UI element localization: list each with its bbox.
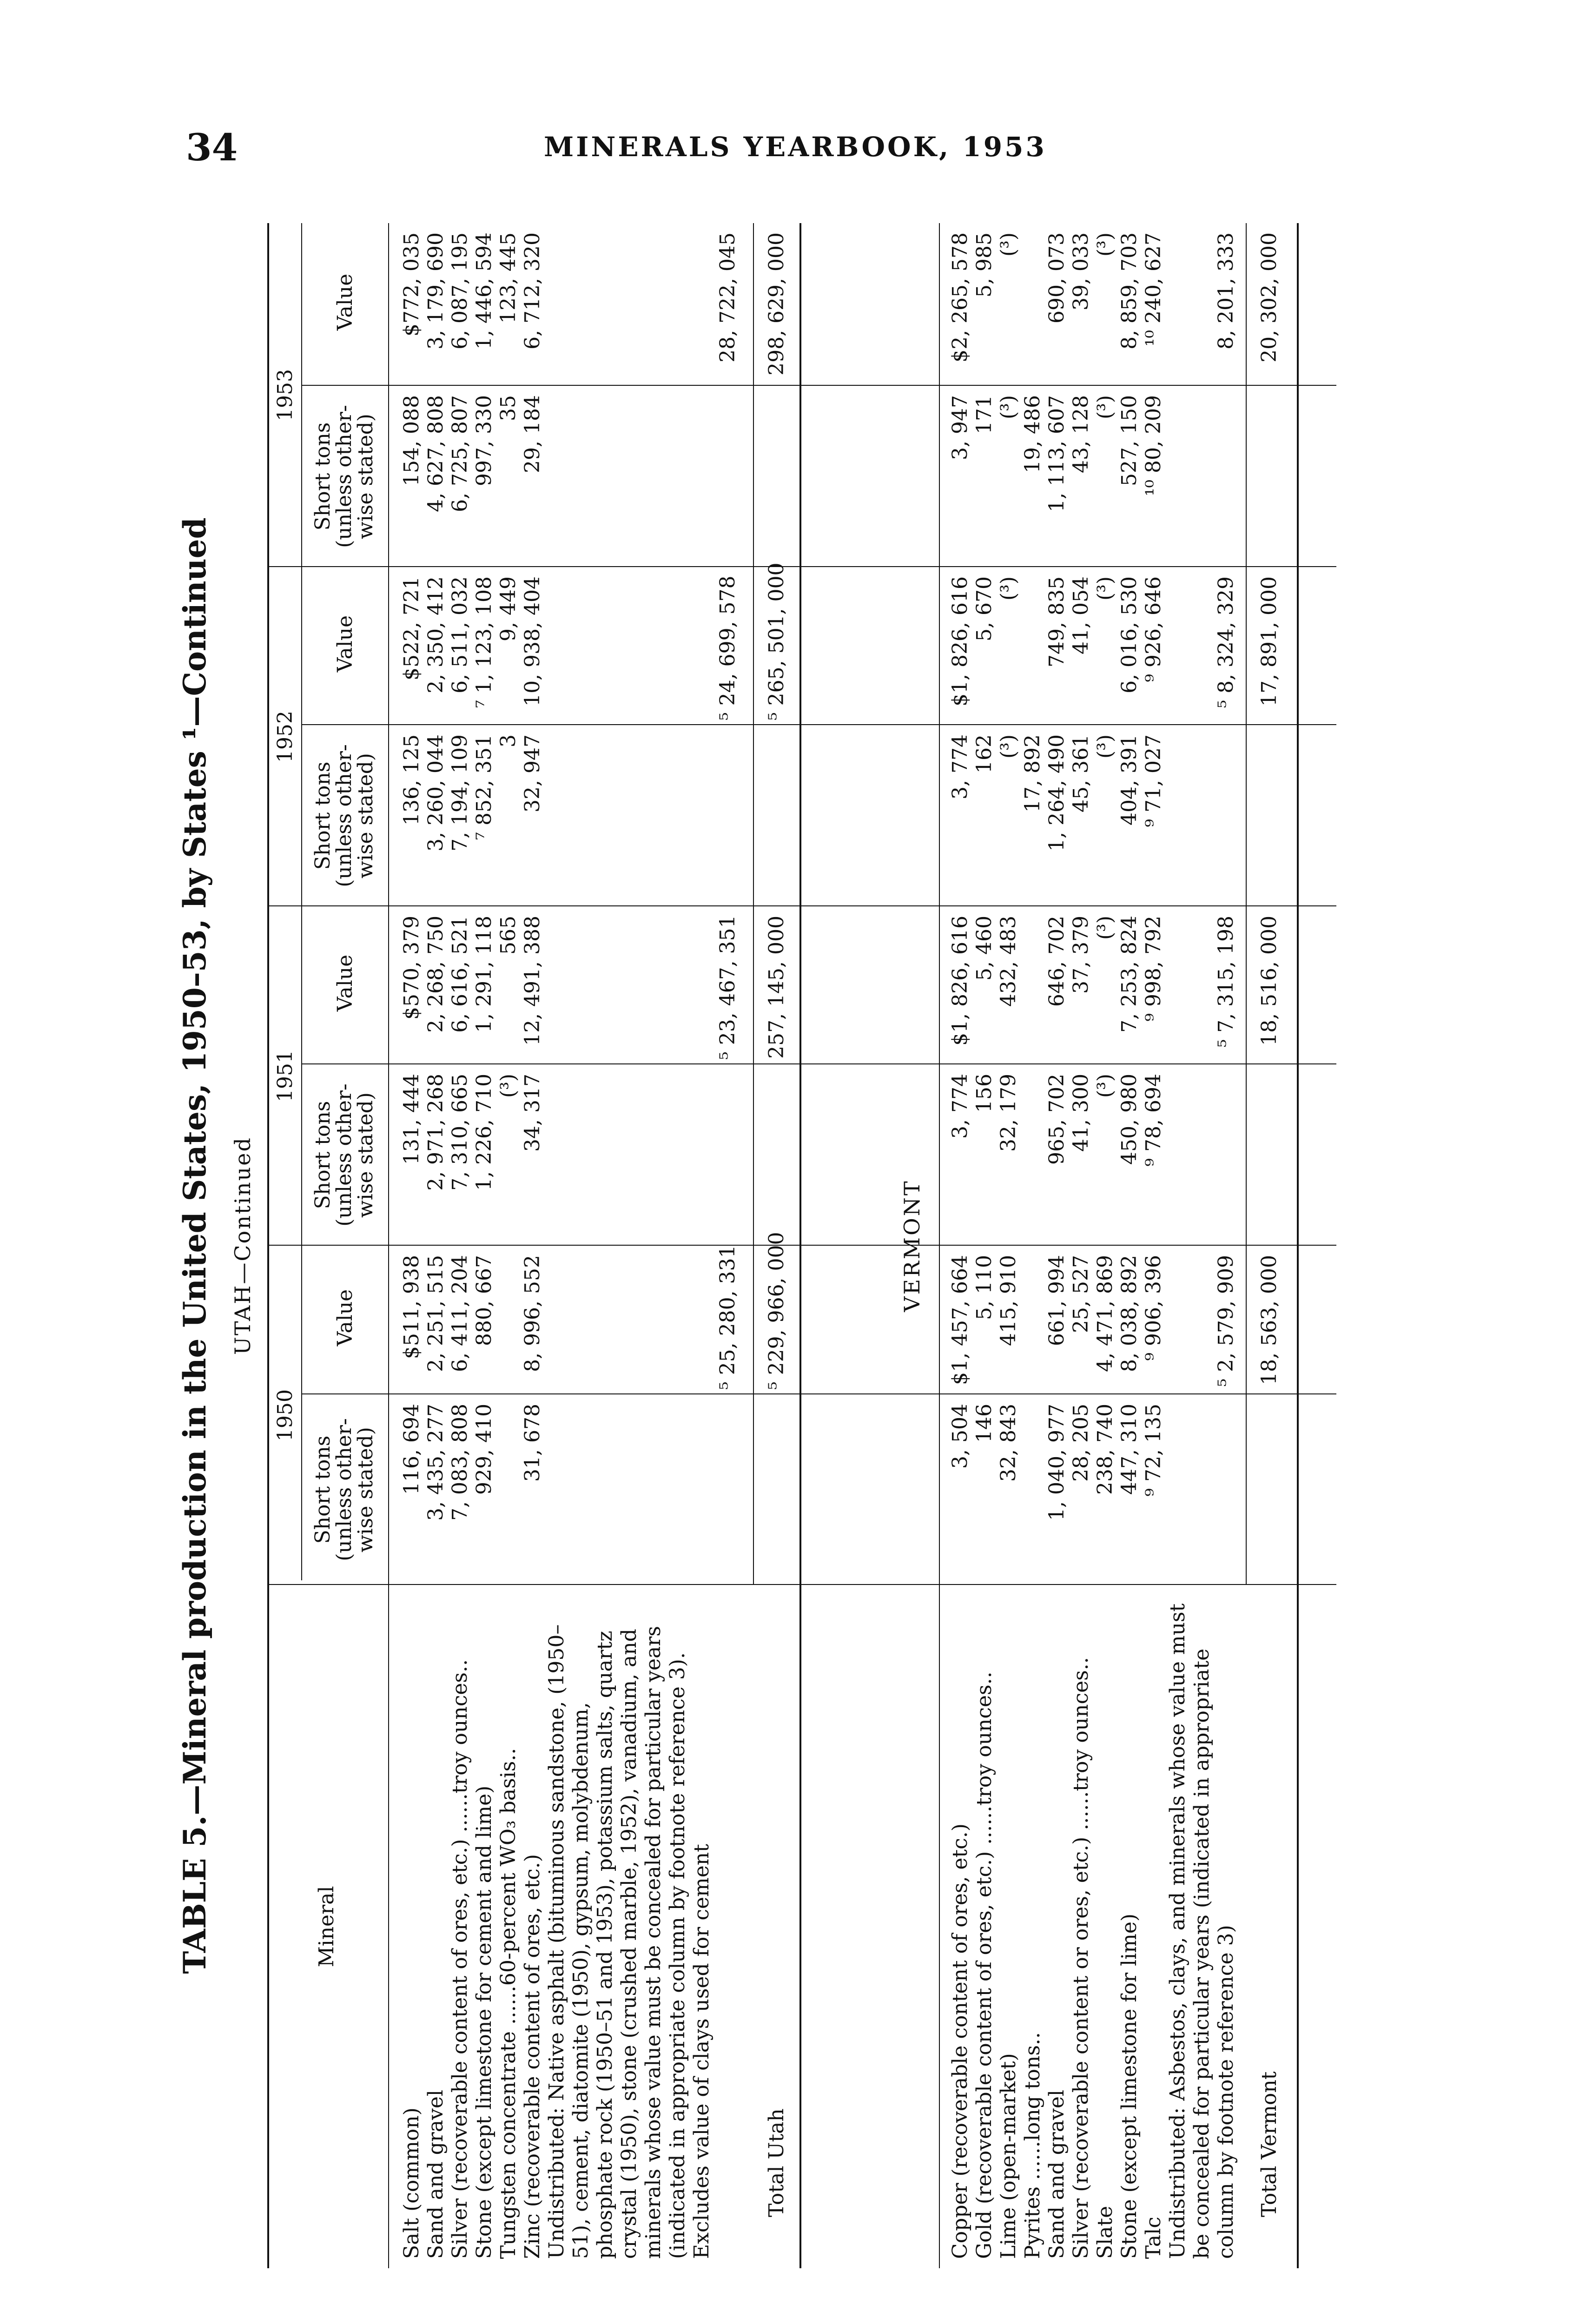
vermont-row-talc-1952-qty: ⁹ 71, 027 [1142, 734, 1165, 827]
header-year-1953: 1953 [273, 369, 297, 421]
utah-row-sand-gravel-1952-value: 2, 350, 412 [424, 576, 448, 693]
utah-row-stone-1952-value: ⁷ 1, 123, 108 [472, 576, 496, 708]
vermont-row-sand-gravel-1950-qty: 1, 040, 977 [1045, 1404, 1069, 1521]
vermont-row-stone-1951-value: 7, 253, 824 [1117, 916, 1141, 1033]
utah-row-zinc-1952-value: 10, 938, 404 [521, 576, 544, 706]
utah-row-zinc-1953-value: 6, 712, 320 [521, 232, 544, 350]
vermont-total-label: Total Vermont [1257, 2071, 1281, 2217]
utah-total-1953-value: 298, 629, 000 [765, 232, 788, 376]
vermont-row-gold-1952-qty: 162 [972, 734, 996, 773]
utah-row-sand-gravel-1953-qty: 4, 627, 808 [424, 395, 448, 512]
utah-row-salt-1951-qty: 131, 444 [400, 1074, 423, 1165]
rotated-table [177, 223, 1348, 2268]
col-sep-1952 [301, 724, 1336, 725]
vermont-row-gold-1950-qty: 146 [972, 1404, 996, 1443]
vermont-row-lime-1951-qty: 32, 179 [997, 1074, 1020, 1152]
utah-total-1950-value: ⁵ 229, 966, 000 [765, 1232, 788, 1390]
rule-top [267, 223, 269, 2268]
utah-row-zinc-1950-qty: 31, 678 [521, 1404, 544, 1482]
vermont-total-1952-value: 17, 891, 000 [1257, 576, 1281, 706]
vermont-row-slate-mineral: Slate [1093, 2205, 1117, 2259]
header-value-1952: Value [333, 615, 357, 673]
vermont-row-stone-mineral: Stone (except limestone for lime) [1117, 1913, 1141, 2259]
utah-row-salt-1952-qty: 136, 125 [400, 734, 423, 825]
vermont-row-silver-1952-value: 41, 054 [1069, 576, 1093, 654]
utah-total-1951-value: 257, 145, 000 [765, 916, 788, 1059]
utah-row-sand-gravel-1950-value: 2, 251, 515 [424, 1255, 448, 1372]
vermont-row-undistributed-1952-value: ⁵ 8, 324, 329 [1214, 576, 1238, 708]
utah-row-salt-1950-value: $511, 938 [400, 1255, 423, 1359]
vermont-row-talc-1953-value: ¹⁰ 240, 627 [1142, 232, 1165, 347]
vermont-row-sand-gravel-1951-qty: 965, 702 [1045, 1074, 1069, 1165]
utah-total-rule [753, 223, 754, 1585]
utah-row-undistributed-1952-value: ⁵ 24, 699, 578 [716, 575, 740, 720]
utah-row-tungsten-1953-value: 123, 445 [496, 232, 520, 324]
utah-row-stone-1953-qty: 997, 330 [472, 395, 496, 486]
vermont-row-stone-1953-qty: 527, 150 [1117, 395, 1141, 486]
vermont-row-undistributed-1951-value: ⁵ 7, 315, 198 [1214, 916, 1238, 1048]
vermont-row-copper-1952-qty: 3, 774 [948, 734, 972, 799]
vermont-row-silver-1952-qty: 45, 361 [1069, 734, 1093, 812]
utah-row-stone-1953-value: 1, 446, 594 [472, 232, 496, 350]
vermont-row-slate-1952-qty: (³) [1093, 734, 1117, 759]
vermont-row-lime-1953-qty: (³) [997, 395, 1020, 419]
utah-row-stone-1950-value: 880, 667 [472, 1255, 496, 1346]
utah-row-sand-gravel-1950-qty: 3, 435, 277 [424, 1404, 448, 1521]
vermont-row-talc-mineral: Talc [1142, 2217, 1165, 2259]
header-value-1950: Value [333, 1289, 357, 1347]
vermont-row-gold-1951-value: 5, 460 [972, 916, 996, 981]
vermont-row-sand-gravel-1952-value: 749, 835 [1045, 576, 1069, 667]
vermont-total-1950-value: 18, 563, 000 [1257, 1255, 1281, 1385]
rule-bottom [1297, 223, 1299, 2268]
utah-row-stone-1951-value: 1, 291, 118 [472, 916, 496, 1033]
col-sep-mineral [267, 1584, 1336, 1585]
vermont-row-lime-1950-qty: 32, 843 [997, 1404, 1020, 1482]
vermont-row-silver-1951-value: 37, 379 [1069, 916, 1093, 994]
header-mineral: Mineral [315, 1886, 338, 1967]
utah-row-tungsten-1952-value: 9, 449 [496, 576, 520, 641]
vermont-row-slate-1951-value: (³) [1093, 916, 1117, 940]
vermont-row-copper-1953-value: $2, 265, 578 [948, 232, 972, 363]
utah-row-undistributed-mineral: Undistributed: Native asphalt (bituminous sandstone, (1950–51), cement, diatomite (1950), gypsum, molybdenum, phosphate rock (1950–51 and 1953), potassium salts, quartz crystal (1950), stone (crushed marble, 1952), vanadium, and minerals whose value must be concealed for particular years (indicated in appropriate column by footnote reference 3). Excludes value of clays used for cement [545, 1624, 714, 2259]
col-sep-1952-1953 [267, 566, 1336, 567]
utah-row-silver-1951-qty: 7, 310, 665 [448, 1074, 472, 1191]
vermont-row-sand-gravel-1952-qty: 1, 264, 490 [1045, 734, 1069, 852]
vermont-row-stone-1951-qty: 450, 980 [1117, 1074, 1141, 1165]
vermont-row-copper-1952-value: $1, 826, 616 [948, 576, 972, 706]
header-year-1950: 1950 [273, 1389, 297, 1441]
vermont-row-talc-1951-value: ⁹ 998, 792 [1142, 916, 1165, 1022]
vermont-row-sand-gravel-1950-value: 661, 994 [1045, 1255, 1069, 1346]
utah-row-salt-mineral: Salt (common) [400, 2107, 423, 2259]
vermont-row-copper-1953-qty: 3, 947 [948, 395, 972, 460]
col-sep-1950-1951 [267, 1245, 1336, 1246]
vermont-row-silver-1951-qty: 41, 300 [1069, 1074, 1093, 1152]
col-sep-1951 [301, 1063, 1336, 1064]
vermont-row-talc-1950-value: ⁹ 906, 396 [1142, 1255, 1165, 1361]
utah-row-silver-1953-qty: 6, 725, 807 [448, 395, 472, 512]
vermont-row-pyrites-1952-qty: 17, 892 [1021, 734, 1044, 812]
vermont-row-lime-1953-value: (³) [997, 232, 1020, 257]
utah-row-silver-1953-value: 6, 087, 195 [448, 232, 472, 350]
utah-row-silver-1952-value: 6, 511, 032 [448, 576, 472, 693]
vermont-row-talc-1951-qty: ⁹ 78, 694 [1142, 1074, 1165, 1167]
vermont-row-stone-1950-value: 8, 038, 892 [1117, 1255, 1141, 1372]
utah-row-tungsten-1951-qty: (³) [496, 1074, 520, 1098]
utah-row-zinc-1952-qty: 32, 947 [521, 734, 544, 812]
vermont-row-lime-1952-value: (³) [997, 576, 1020, 601]
utah-row-silver-1951-value: 6, 616, 521 [448, 916, 472, 1033]
utah-row-silver-1952-qty: 7, 194, 109 [448, 734, 472, 852]
utah-row-stone-mineral: Stone (except limestone for cement and lime) [472, 1785, 496, 2259]
vermont-row-stone-1950-qty: 447, 310 [1117, 1404, 1141, 1495]
vermont-row-slate-1951-qty: (³) [1093, 1074, 1117, 1098]
section-heading-vermont: VERMONT [899, 1179, 925, 1312]
vermont-row-copper-1950-value: $1, 457, 664 [948, 1255, 972, 1385]
rule-vermont-start [939, 223, 940, 2268]
utah-row-salt-1952-value: $522, 721 [400, 576, 423, 680]
table-title: TABLE 5.—Mineral production in the United States, 1950–53, by States ¹—Continued [177, 517, 213, 1974]
rule-years [301, 223, 302, 1580]
utah-total-label: Total Utah [765, 2108, 788, 2217]
utah-row-salt-1951-value: $570, 379 [400, 916, 423, 1020]
utah-row-undistributed-1951-value: ⁵ 23, 467, 351 [716, 915, 740, 1060]
vermont-row-undistributed-1950-value: ⁵ 2, 579, 909 [1214, 1255, 1238, 1387]
page-number: 34 [186, 125, 238, 169]
header-qty-1951: Short tons (unless other- wise stated) [311, 1083, 377, 1227]
vermont-row-lime-1951-value: 432, 483 [997, 916, 1020, 1007]
running-head: MINERALS YEARBOOK, 1953 [544, 131, 1047, 163]
vermont-row-stone-1952-qty: 404, 391 [1117, 734, 1141, 825]
header-value-1951: Value [333, 954, 357, 1012]
vermont-row-silver-1953-qty: 43, 128 [1069, 395, 1093, 473]
utah-row-zinc-1951-value: 12, 491, 388 [521, 916, 544, 1046]
section-heading-utah: UTAH—Continued [230, 1136, 255, 1355]
vermont-total-rule [1246, 223, 1247, 1585]
utah-row-tungsten-1953-qty: 35 [496, 395, 520, 421]
vermont-row-stone-1953-value: 8, 859, 703 [1117, 232, 1141, 350]
utah-row-stone-1950-qty: 929, 410 [472, 1404, 496, 1495]
utah-row-sand-gravel-1951-value: 2, 268, 750 [424, 916, 448, 1033]
vermont-row-slate-1953-value: (³) [1093, 232, 1117, 257]
vermont-row-silver-1950-qty: 28, 205 [1069, 1404, 1093, 1482]
vermont-row-copper-1950-qty: 3, 504 [948, 1404, 972, 1469]
utah-row-sand-gravel-1953-value: 3, 179, 690 [424, 232, 448, 350]
utah-row-undistributed-1953-value: 28, 722, 045 [716, 232, 740, 363]
header-year-1952: 1952 [273, 711, 297, 763]
header-value-1953: Value [333, 273, 357, 331]
utah-row-sand-gravel-1951-qty: 2, 971, 268 [424, 1074, 448, 1191]
utah-row-sand-gravel-mineral: Sand and gravel [424, 2090, 448, 2259]
col-sep-1951-1952 [267, 905, 1336, 906]
header-qty-1952: Short tons (unless other- wise stated) [311, 744, 377, 887]
vermont-row-sand-gravel-mineral: Sand and gravel [1045, 2090, 1069, 2259]
col-sep-1950 [301, 1393, 1336, 1394]
vermont-row-slate-1950-value: 4, 471, 869 [1093, 1255, 1117, 1372]
utah-row-salt-1950-qty: 116, 694 [400, 1404, 423, 1495]
vermont-row-pyrites-mineral: Pyrites ......long tons.. [1021, 2032, 1044, 2259]
vermont-row-undistributed-mineral: Undistributed: Asbestos, clays, and minerals whose value must be concealed for particular years (indicated in appropriate column by footnote reference 3) [1166, 1603, 1238, 2259]
utah-row-tungsten-1951-value: 565 [496, 916, 520, 955]
utah-row-sand-gravel-1952-qty: 3, 260, 044 [424, 734, 448, 852]
vermont-row-gold-mineral: Gold (recoverable content of ores, etc.) ......troy ounces.. [972, 1671, 996, 2259]
utah-row-silver-1950-value: 6, 411, 204 [448, 1255, 472, 1372]
vermont-row-gold-1951-qty: 156 [972, 1074, 996, 1113]
rule-utah-end [799, 223, 801, 2268]
utah-row-salt-1953-qty: 154, 088 [400, 395, 423, 486]
vermont-row-lime-1952-qty: (³) [997, 734, 1020, 759]
col-sep-1953 [301, 385, 1336, 386]
header-qty-1950: Short tons (unless other- wise stated) [311, 1418, 377, 1561]
vermont-row-gold-1953-qty: 171 [972, 395, 996, 434]
utah-total-1952-value: ⁵ 265, 501, 000 [765, 562, 788, 720]
vermont-row-gold-1952-value: 5, 670 [972, 576, 996, 641]
header-qty-1953: Short tons (unless other- wise stated) [311, 405, 377, 548]
vermont-row-sand-gravel-1953-qty: 1, 113, 607 [1045, 395, 1069, 512]
vermont-row-undistributed-1953-value: 8, 201, 333 [1214, 232, 1238, 350]
rule-header-bottom [388, 223, 389, 2268]
utah-row-zinc-1953-qty: 29, 184 [521, 395, 544, 473]
utah-row-zinc-mineral: Zinc (recoverable content of ores, etc.) [521, 1854, 544, 2259]
vermont-row-gold-1953-value: 5, 985 [972, 232, 996, 297]
vermont-row-slate-1953-qty: (³) [1093, 395, 1117, 419]
vermont-row-copper-1951-qty: 3, 774 [948, 1074, 972, 1139]
vermont-row-talc-1950-qty: ⁹ 72, 135 [1142, 1404, 1165, 1497]
vermont-row-silver-1953-value: 39, 033 [1069, 232, 1093, 310]
vermont-total-1951-value: 18, 516, 000 [1257, 916, 1281, 1046]
vermont-row-sand-gravel-1951-value: 646, 702 [1045, 916, 1069, 1007]
vermont-row-pyrites-1953-qty: 19, 486 [1021, 395, 1044, 473]
vermont-row-copper-1951-value: $1, 826, 616 [948, 916, 972, 1046]
utah-row-stone-1952-qty: ⁷ 852, 351 [472, 734, 496, 840]
utah-row-tungsten-1952-qty: 3 [496, 734, 520, 747]
vermont-row-lime-1950-value: 415, 910 [997, 1255, 1020, 1346]
utah-row-zinc-1950-value: 8, 996, 552 [521, 1255, 544, 1372]
vermont-row-slate-1952-value: (³) [1093, 576, 1117, 601]
utah-row-salt-1953-value: $772, 035 [400, 232, 423, 337]
header-year-1951: 1951 [273, 1050, 297, 1102]
vermont-row-stone-1952-value: 6, 016, 530 [1117, 576, 1141, 693]
vermont-row-silver-1950-value: 25, 527 [1069, 1255, 1093, 1333]
utah-row-tungsten-mineral: Tungsten concentrate ......60-percent WO₃ basis.. [496, 1748, 520, 2259]
utah-row-stone-1951-qty: 1, 226, 710 [472, 1074, 496, 1191]
vermont-total-1953-value: 20, 302, 000 [1257, 232, 1281, 363]
vermont-row-silver-mineral: Silver (recoverable content or ores, etc.) ......troy ounces.. [1069, 1657, 1093, 2259]
utah-row-silver-1950-qty: 7, 083, 808 [448, 1404, 472, 1521]
vermont-row-lime-mineral: Lime (open-market) [997, 2053, 1020, 2259]
utah-row-undistributed-1950-value: ⁵ 25, 280, 331 [716, 1245, 740, 1390]
vermont-row-talc-1952-value: ⁹ 926, 646 [1142, 576, 1165, 682]
vermont-row-gold-1950-value: 5, 110 [972, 1255, 996, 1320]
utah-row-silver-mineral: Silver (recoverable content of ores, etc.) ......troy ounces.. [448, 1659, 472, 2259]
vermont-row-talc-1953-qty: ¹⁰ 80, 209 [1142, 395, 1165, 496]
vermont-row-slate-1950-qty: 238, 740 [1093, 1404, 1117, 1495]
vermont-row-copper-mineral: Copper (recoverable content of ores, etc.) [948, 1823, 972, 2259]
utah-row-zinc-1951-qty: 34, 317 [521, 1074, 544, 1152]
vermont-row-sand-gravel-1953-value: 690, 073 [1045, 232, 1069, 324]
